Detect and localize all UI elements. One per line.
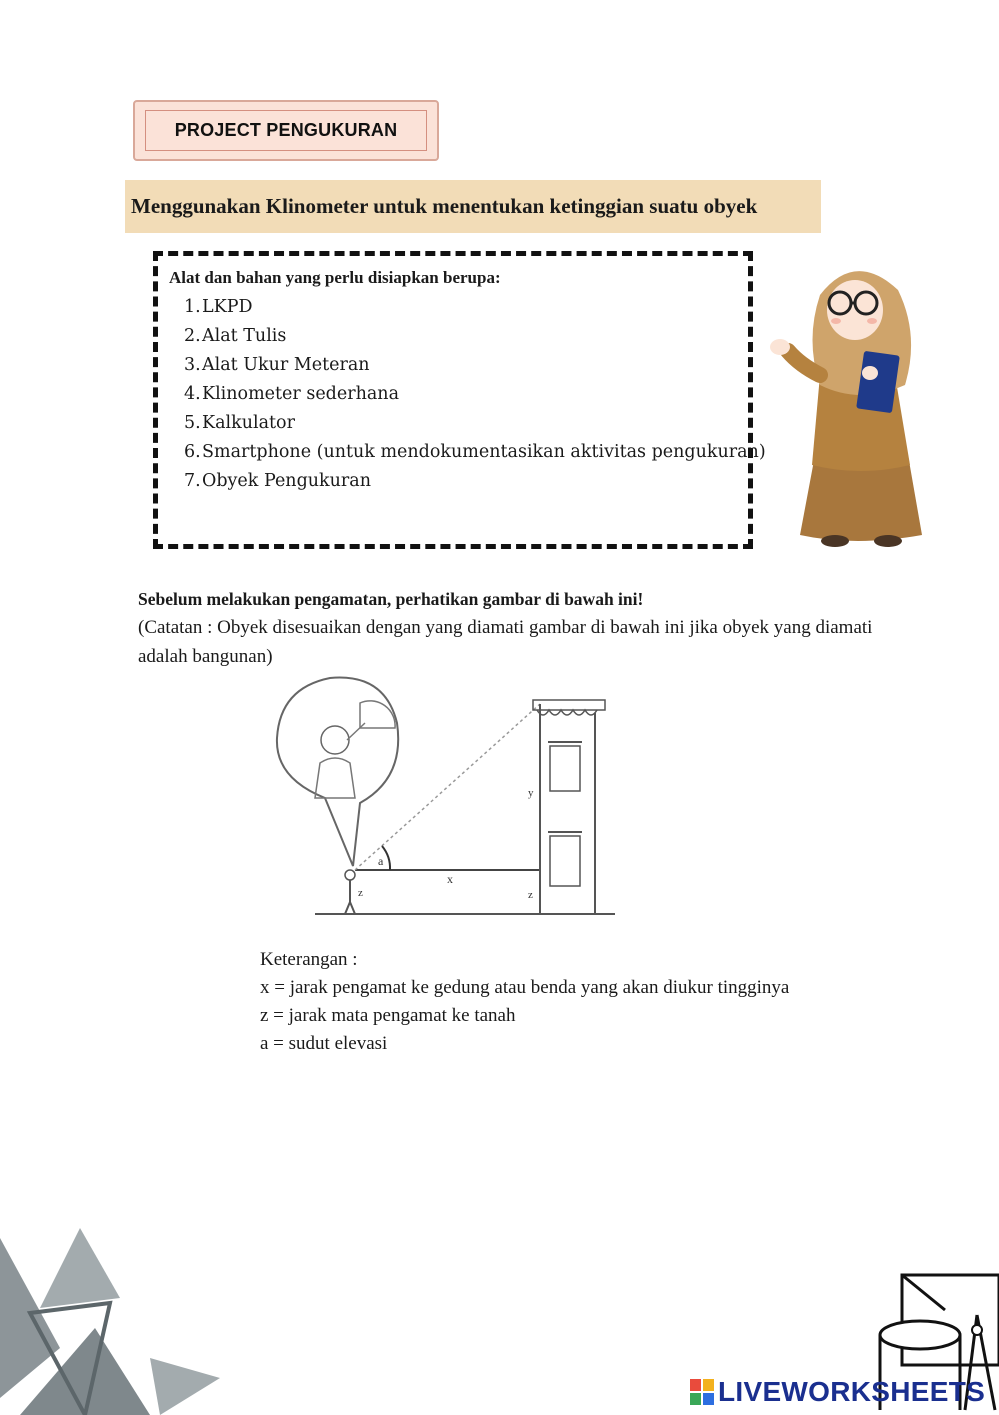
triangle-decoration [0, 1228, 230, 1415]
list-item: 5.Kalkulator [184, 413, 295, 433]
legend-z: z = jarak mata pengamat ke tanah [260, 1005, 516, 1026]
liveworksheets-icon [690, 1379, 714, 1405]
diagram-label-x: x [447, 872, 453, 886]
legend [260, 946, 789, 1058]
instruction-text: Sebelum melakukan pengamatan, perhatikan gambar di bawah ini! [138, 589, 644, 609]
tools-heading: Alat dan bahan yang perlu disiapkan berupa: [169, 268, 501, 287]
list-item: 2.Alat Tulis [184, 326, 287, 346]
project-badge-label: PROJECT PENGUKURAN [145, 110, 427, 151]
list-item: 1.LKPD [184, 297, 253, 317]
brand-logo [690, 1376, 985, 1408]
list-item: 4.Klinometer sederhana [184, 384, 400, 404]
clinometer-diagram [265, 668, 620, 923]
legend-x: x = jarak pengamat ke gedung atau benda yang akan diukur tingginya [260, 977, 790, 998]
brand-text: LIVEWORKSHEETS [718, 1376, 986, 1407]
tools-list [184, 293, 766, 496]
diagram-label-a: a [378, 854, 384, 868]
legend-title: Keterangan : [260, 949, 358, 970]
list-item: 6.Smartphone (untuk mendokumentasikan aktivitas pengukuran) [184, 442, 766, 462]
list-item: 3.Alat Ukur Meteran [184, 355, 370, 375]
teacher-illustration [760, 255, 930, 555]
diagram-label-z-building: z [528, 889, 533, 901]
page-title: Menggunakan Klinometer untuk menentukan ketinggian suatu obyek [125, 180, 821, 233]
list-item: 7.Obyek Pengukuran [184, 471, 371, 491]
project-badge [133, 100, 439, 161]
diagram-label-z-observer: z [358, 887, 363, 899]
diagram-label-y: y [528, 787, 534, 799]
note-text: (Catatan : Obyek disesuaikan dengan yang diamati gambar di bawah ini jika obyek yang diamati adalah bangunan) [138, 617, 873, 667]
legend-a: a = sudut elevasi [260, 1033, 388, 1054]
